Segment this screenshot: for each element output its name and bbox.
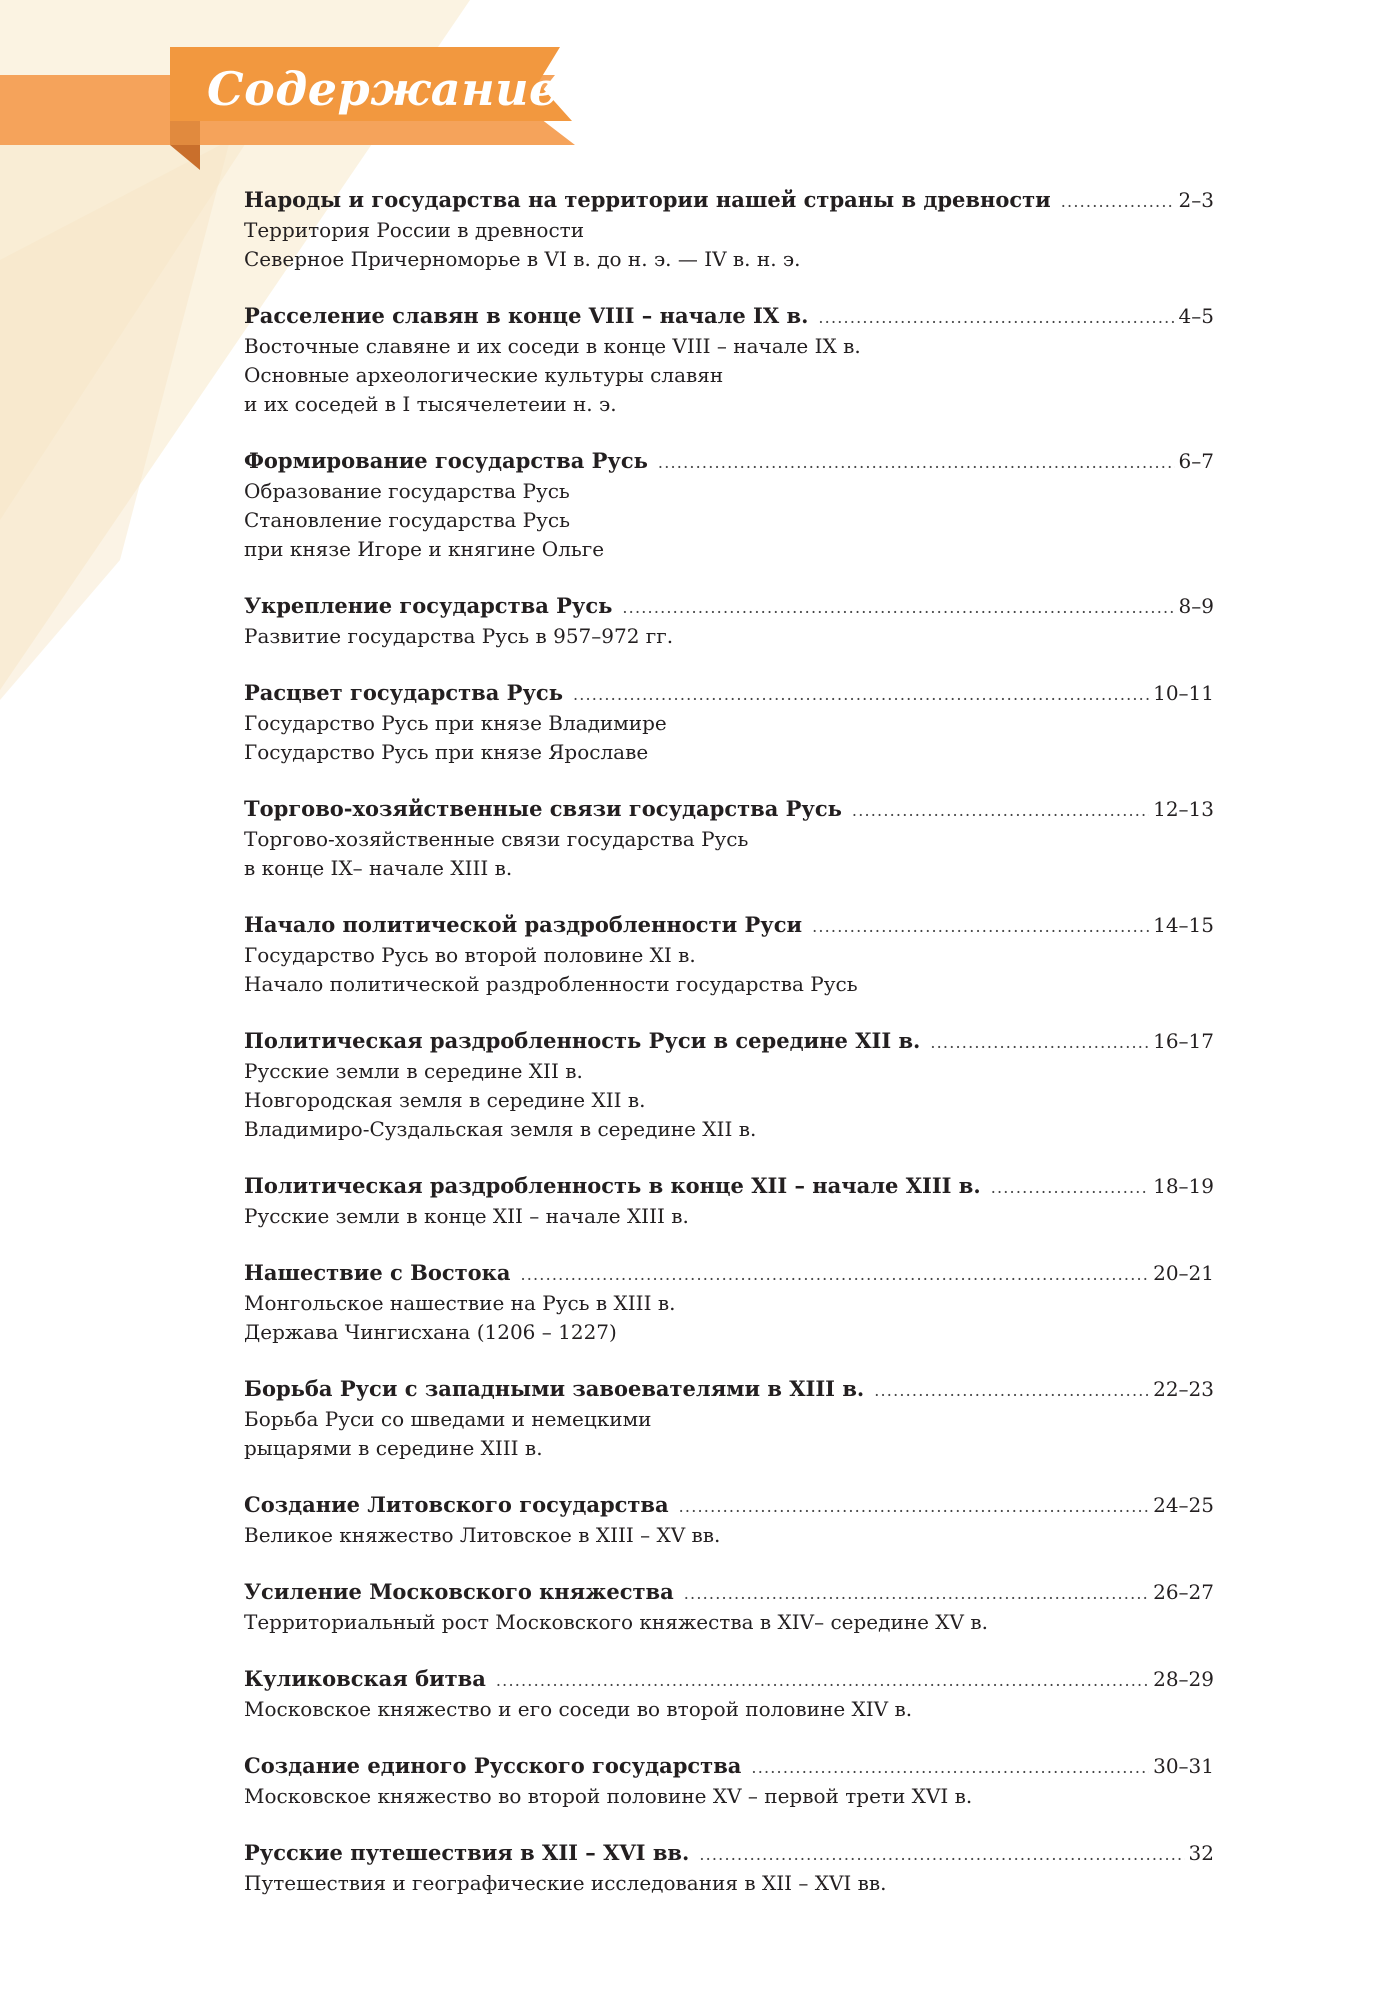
toc-entry	[244, 303, 1214, 419]
toc-entry-title: Расселение славян в конце VIII – начале IX в.	[244, 303, 809, 328]
toc-entry-subtitle: Северное Причерноморье в VI в. до н. э. — IV в. н. э.	[244, 247, 801, 271]
dot-leader	[496, 1671, 1149, 1690]
toc-entry-title: Куликовская битва	[244, 1666, 486, 1691]
toc-entry-subtitle: Территориальный рост Московского княжества в XIV– середине XV в.	[244, 1610, 988, 1634]
dot-leader	[573, 685, 1149, 704]
toc-entry-subtitle: Территория России в древности	[244, 218, 585, 242]
page-title: Содержание	[207, 62, 559, 116]
toc-entry-pages: 10–11	[1153, 681, 1214, 705]
toc-entry-subtitle: Государство Русь при князе Владимире	[244, 711, 667, 735]
dot-leader	[684, 1584, 1149, 1603]
toc-entry-header	[244, 1260, 1214, 1289]
toc-entry-subtitle: Монгольское нашествие на Русь в XIII в.	[244, 1291, 676, 1315]
toc-entry-header	[244, 593, 1214, 622]
toc-entry-pages: 18–19	[1153, 1174, 1214, 1198]
toc-entry	[244, 187, 1214, 274]
toc-entry-header	[244, 1028, 1214, 1057]
dot-leader	[818, 308, 1174, 327]
dot-leader	[520, 1265, 1149, 1284]
toc-entry-title: Создание Литовского государства	[244, 1492, 669, 1517]
toc-entry-subtitle: Русские земли в конце XII – начале XIII в.	[244, 1204, 689, 1228]
toc-entry-title: Политическая раздробленность Руси в середине XII в.	[244, 1028, 921, 1053]
table-of-contents	[244, 187, 1214, 1927]
toc-entry-header	[244, 303, 1214, 332]
dot-leader	[658, 453, 1175, 472]
dot-leader	[930, 1033, 1149, 1052]
toc-entry-title: Формирование государства Русь	[244, 448, 648, 473]
toc-entry	[244, 680, 1214, 767]
toc-entry-pages: 30–31	[1153, 1754, 1214, 1778]
toc-entry-pages: 22–23	[1153, 1377, 1214, 1401]
toc-entry-header	[244, 1753, 1214, 1782]
toc-entry-header	[244, 1579, 1214, 1608]
toc-entry-subtitle: Основные археологические культуры славян	[244, 363, 724, 387]
toc-entry	[244, 912, 1214, 999]
toc-entry-header	[244, 680, 1214, 709]
toc-entry-title: Создание единого Русского государства	[244, 1753, 742, 1778]
dot-leader	[991, 1178, 1149, 1197]
toc-entry	[244, 1753, 1214, 1811]
toc-entry-header	[244, 796, 1214, 825]
toc-entry-subtitle: Начало политической раздробленности государства Русь	[244, 972, 858, 996]
toc-entry-pages: 4–5	[1178, 304, 1214, 328]
toc-entry-subtitle: Новгородская земля в середине XII в.	[244, 1088, 646, 1112]
toc-entry	[244, 1666, 1214, 1724]
toc-entry	[244, 448, 1214, 564]
toc-entry-title: Народы и государства на территории нашей страны в древности	[244, 187, 1051, 212]
toc-entry-title: Русские путешествия в XII – XVI вв.	[244, 1840, 690, 1865]
toc-entry-pages: 28–29	[1153, 1667, 1214, 1691]
toc-entry-title: Начало политической раздробленности Руси	[244, 912, 803, 937]
toc-entry	[244, 1840, 1214, 1898]
dot-leader	[874, 1381, 1149, 1400]
toc-entry-header	[244, 1492, 1214, 1521]
toc-entry-subtitle: Владимиро-Суздальская земля в середине XII в.	[244, 1117, 757, 1141]
toc-entry-pages: 14–15	[1153, 913, 1214, 937]
toc-entry	[244, 796, 1214, 883]
toc-entry-header	[244, 1376, 1214, 1405]
toc-entry-title: Укрепление государства Русь	[244, 593, 613, 618]
toc-entry-pages: 32	[1188, 1841, 1214, 1865]
toc-entry-title: Усиление Московского княжества	[244, 1579, 674, 1604]
dot-leader	[699, 1845, 1184, 1864]
toc-entry	[244, 1173, 1214, 1231]
toc-entry-header	[244, 187, 1214, 216]
toc-entry-subtitle: Русские земли в середине XII в.	[244, 1059, 583, 1083]
toc-entry-subtitle: Московское княжество во второй половине XV – первой трети XVI в.	[244, 1784, 973, 1808]
toc-entry-subtitle: Торгово-хозяйственные связи государства Русь	[244, 827, 749, 851]
toc-entry-subtitle: Борьба Руси со шведами и немецкими	[244, 1407, 652, 1431]
toc-entry-subtitle: в конце IX– начале XIII в.	[244, 856, 513, 880]
toc-entry-pages: 24–25	[1153, 1493, 1214, 1517]
toc-entry-header	[244, 1666, 1214, 1695]
toc-entry-subtitle: Государство Русь при князе Ярославе	[244, 740, 649, 764]
toc-entry-subtitle: Развитие государства Русь в 957–972 гг.	[244, 624, 674, 648]
toc-entry-title: Политическая раздробленность в конце XII – начале XIII в.	[244, 1173, 981, 1198]
toc-entry	[244, 1579, 1214, 1637]
toc-entry-header	[244, 1840, 1214, 1869]
toc-entry-subtitle: Московское княжество и его соседи во второй половине XIV в.	[244, 1697, 913, 1721]
toc-entry	[244, 593, 1214, 651]
toc-entry-title: Борьба Руси с западными завоевателями в XIII в.	[244, 1376, 865, 1401]
toc-entry-header	[244, 1173, 1214, 1202]
toc-entry-subtitle: Великое княжество Литовское в XIII – XV вв.	[244, 1523, 721, 1547]
dot-leader	[679, 1497, 1149, 1516]
toc-entry	[244, 1028, 1214, 1144]
toc-entry-pages: 26–27	[1153, 1580, 1214, 1604]
dot-leader	[622, 598, 1174, 617]
dot-leader	[852, 801, 1149, 820]
toc-entry-subtitle: при князе Игоре и княгине Ольге	[244, 537, 605, 561]
toc-entry-pages: 8–9	[1178, 594, 1214, 618]
toc-entry-pages: 2–3	[1178, 188, 1214, 212]
dot-leader	[812, 917, 1149, 936]
toc-entry	[244, 1492, 1214, 1550]
toc-entry	[244, 1260, 1214, 1347]
toc-entry-subtitle: Держава Чингисхана (1206 – 1227)	[244, 1320, 617, 1344]
toc-entry-subtitle: Путешествия и географические исследования в XII – XVI вв.	[244, 1871, 887, 1895]
toc-entry-pages: 20–21	[1153, 1261, 1214, 1285]
dot-leader	[1061, 192, 1175, 211]
toc-entry-subtitle: и их соседей в I тысячелетеии н. э.	[244, 392, 617, 416]
toc-entry-header	[244, 448, 1214, 477]
dot-leader	[751, 1758, 1149, 1777]
toc-entry-subtitle: Становление государства Русь	[244, 508, 570, 532]
toc-entry-title: Расцвет государства Русь	[244, 680, 563, 705]
toc-entry-pages: 6–7	[1178, 449, 1214, 473]
toc-entry-header	[244, 912, 1214, 941]
toc-entry-pages: 16–17	[1153, 1029, 1214, 1053]
toc-entry	[244, 1376, 1214, 1463]
toc-entry-subtitle: Государство Русь во второй половине XI в.	[244, 943, 696, 967]
toc-entry-title: Торгово-хозяйственные связи государства Русь	[244, 796, 842, 821]
toc-entry-subtitle: рыцарями в середине XIII в.	[244, 1436, 543, 1460]
toc-entry-subtitle: Восточные славяне и их соседи в конце VIII – начале IX в.	[244, 334, 861, 358]
toc-entry-pages: 12–13	[1153, 797, 1214, 821]
toc-entry-title: Нашествие с Востока	[244, 1260, 511, 1285]
toc-entry-subtitle: Образование государства Русь	[244, 479, 570, 503]
